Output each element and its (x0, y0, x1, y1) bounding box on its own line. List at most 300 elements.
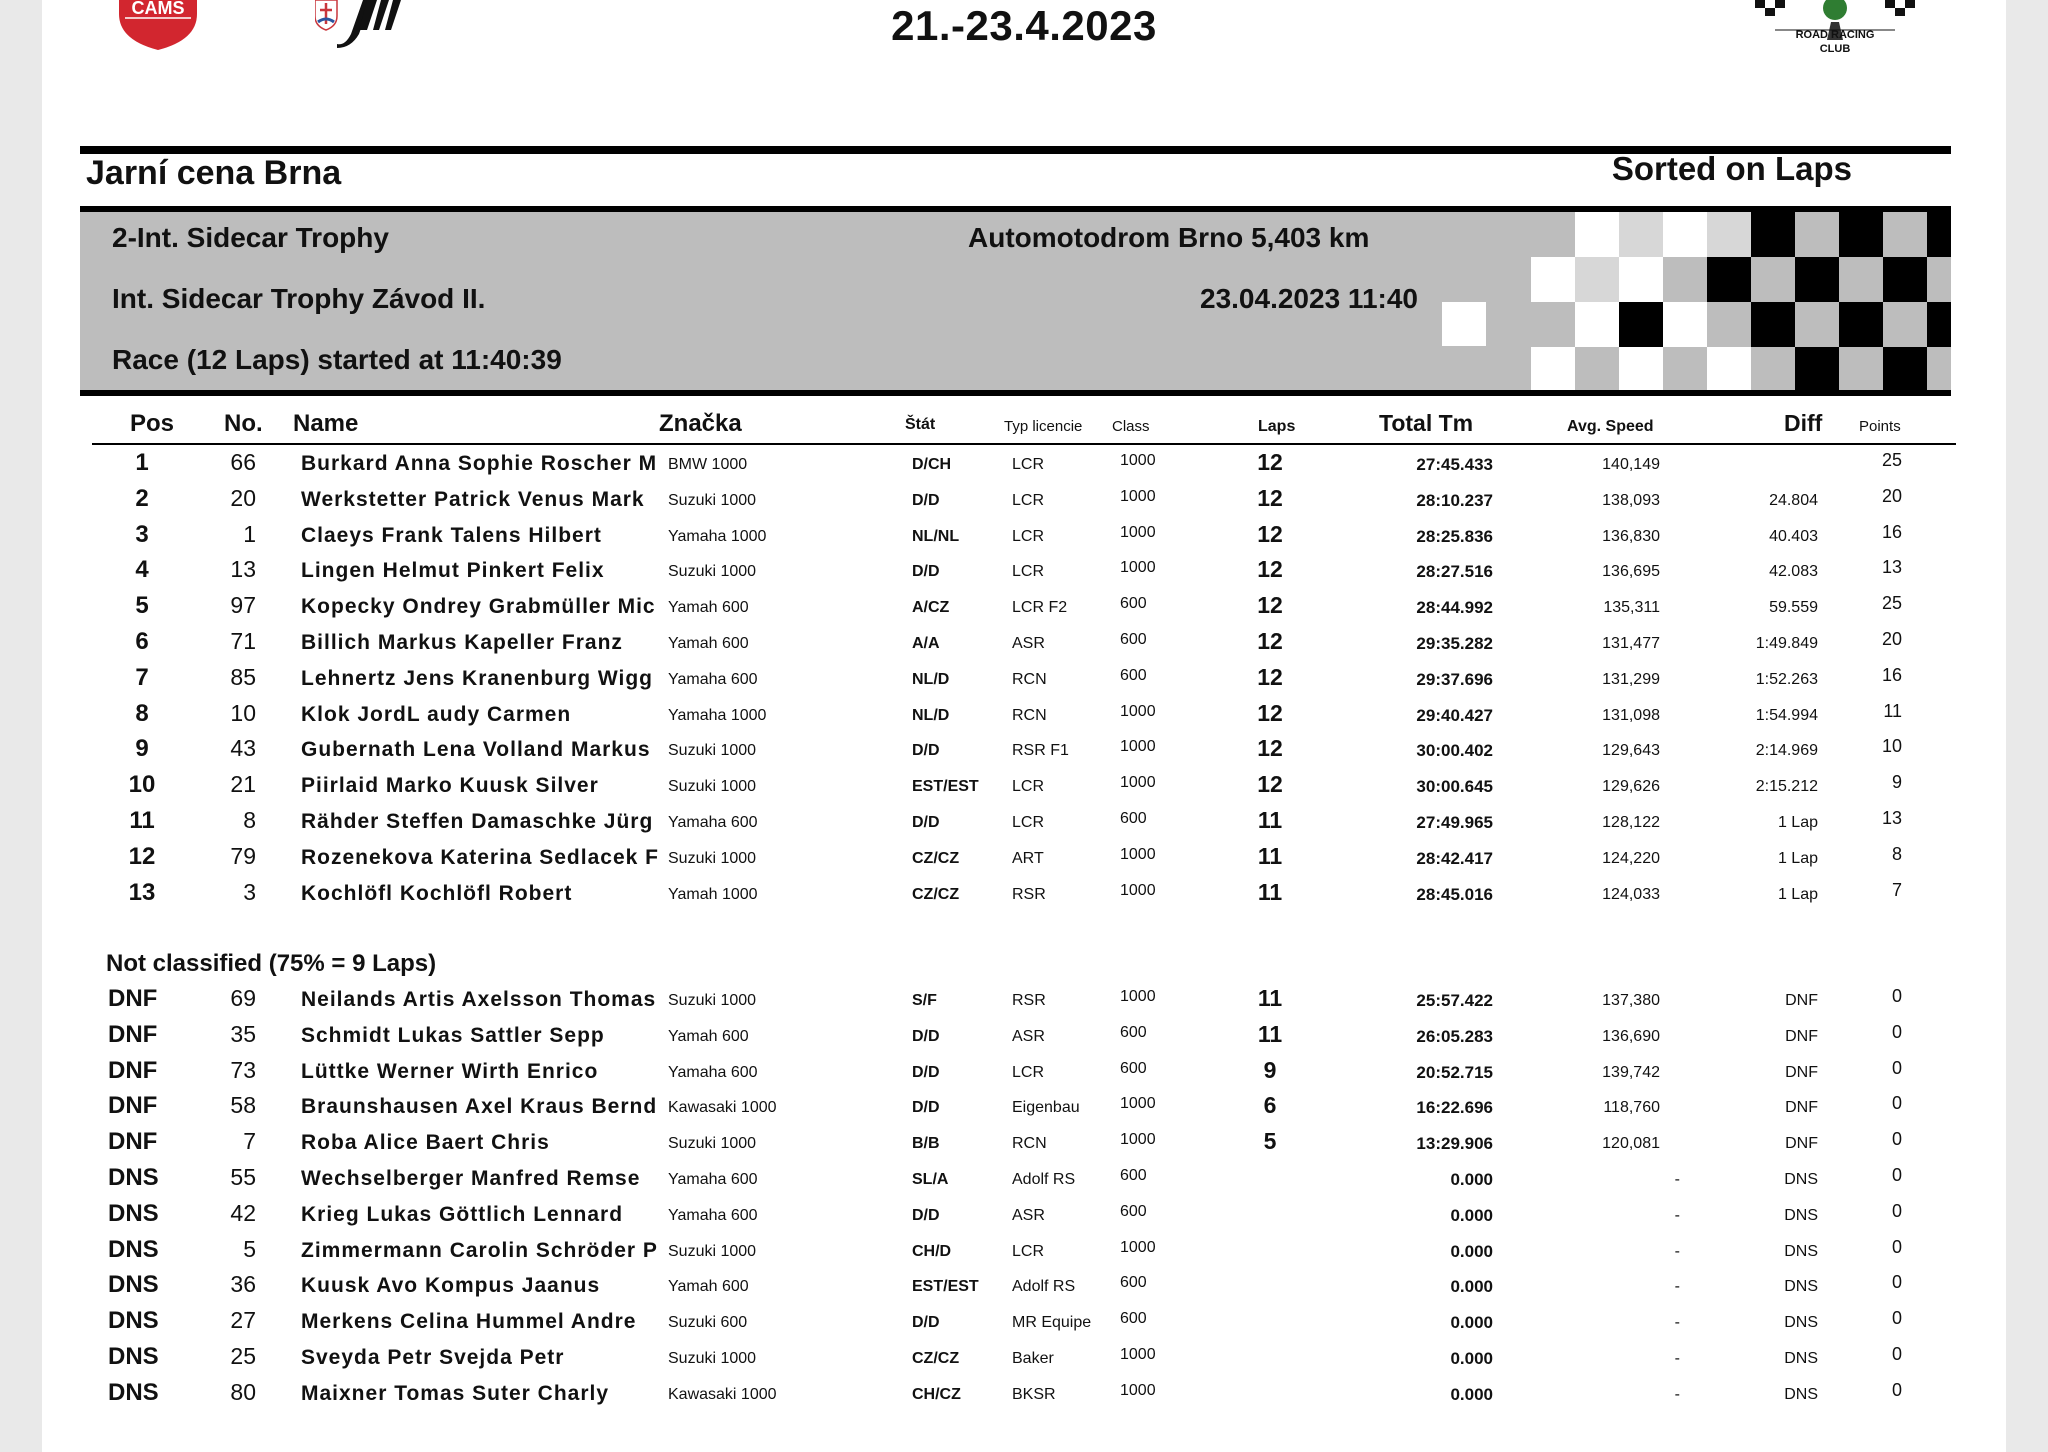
cell-total: 28:25.836 (1416, 527, 1493, 546)
cell-laps: 11 (1257, 1021, 1283, 1047)
cell-points: 0 (1891, 1344, 1902, 1364)
cell-avg: 120,081 (1602, 1135, 1660, 1152)
race-info-band (80, 212, 1951, 390)
cell-name: Burkard Anna Sophie Roscher M (301, 452, 658, 475)
cell-points: 20 (1881, 486, 1902, 506)
cell-brand: Yamah 600 (668, 599, 749, 616)
cell-points: 13 (1881, 808, 1902, 828)
cell-class: 600 (1120, 667, 1147, 684)
cell-name: Maixner Tomas Suter Charly (301, 1382, 610, 1405)
cell-total: 16:22.696 (1416, 1098, 1493, 1117)
cell-class: 1000 (1120, 988, 1156, 1005)
cell-name: Lingen Helmut Pinkert Felix (301, 559, 605, 582)
cell-class: 1000 (1120, 703, 1156, 720)
cell-no: 79 (230, 843, 256, 869)
cell-class: 1000 (1120, 1095, 1156, 1112)
cell-name: Klok JordL audy Carmen (301, 703, 572, 726)
cell-total: 0.000 (1450, 1313, 1493, 1332)
cell-pos: DNS (108, 1164, 159, 1191)
cell-state: CH/D (912, 1243, 952, 1260)
cell-name: Piirlaid Marko Kuusk Silver (301, 774, 599, 797)
cell-diff: 1:54.994 (1755, 707, 1818, 724)
cell-no: 71 (230, 628, 256, 654)
cell-pos: 9 (135, 735, 149, 762)
cell-class: 1000 (1120, 1346, 1156, 1363)
cell-no: 73 (230, 1057, 256, 1083)
cell-points: 11 (1883, 701, 1902, 721)
header-rule-bottom (80, 390, 1951, 396)
cell-state: D/D (912, 1207, 940, 1224)
cell-license: BKSR (1012, 1386, 1056, 1403)
cell-state: D/D (912, 814, 940, 831)
cell-brand: Yamaha 600 (668, 1171, 758, 1188)
cell-no: 7 (243, 1128, 256, 1154)
cell-state: CH/CZ (912, 1386, 961, 1403)
cell-diff: DNS (1784, 1243, 1818, 1260)
cell-points: 9 (1891, 772, 1902, 792)
cell-total: 28:27.516 (1416, 562, 1493, 581)
cell-class: 1000 (1120, 846, 1156, 863)
cell-state: D/D (912, 492, 940, 509)
col-header-no: No. (224, 410, 263, 437)
cell-total: 30:00.645 (1416, 777, 1493, 796)
col-header-pos: Pos (130, 410, 175, 437)
cell-name: Claeys Frank Talens Hilbert (301, 524, 602, 547)
cell-brand: Yamah 600 (668, 1278, 749, 1295)
col-header-license: Typ licencie (1004, 418, 1083, 435)
cell-laps: 9 (1263, 1057, 1277, 1083)
cell-total: 0.000 (1450, 1277, 1493, 1296)
cell-state: NL/D (912, 707, 950, 724)
cell-diff: DNS (1784, 1207, 1818, 1224)
cell-pos: DNS (108, 1343, 159, 1370)
col-header-name: Name (293, 410, 359, 437)
cell-brand: Suzuki 1000 (668, 992, 757, 1009)
track-name: Automotodrom Brno 5,403 km (968, 222, 1370, 253)
cell-license: LCR (1012, 1243, 1045, 1260)
cell-points: 0 (1891, 1380, 1902, 1400)
cell-class: 1000 (1120, 1239, 1156, 1256)
cell-laps: 12 (1257, 771, 1283, 797)
cell-no: 20 (230, 485, 256, 511)
cell-class: 600 (1120, 1310, 1147, 1327)
cell-brand: Suzuki 1000 (668, 850, 757, 867)
cell-laps: 11 (1257, 985, 1283, 1011)
cell-state: D/D (912, 1314, 940, 1331)
cell-state: CZ/CZ (912, 850, 960, 867)
cell-points: 10 (1881, 736, 1902, 756)
cell-class: 1000 (1120, 1131, 1156, 1148)
cell-diff: 1 Lap (1777, 814, 1818, 831)
cell-state: CZ/CZ (912, 886, 960, 903)
cell-points: 13 (1881, 557, 1902, 577)
cell-avg: 131,477 (1602, 635, 1660, 652)
cell-brand: Yamaha 1000 (668, 528, 767, 545)
cell-laps: 12 (1257, 592, 1283, 618)
cell-brand: Suzuki 600 (668, 1314, 748, 1331)
cell-diff: 1:49.849 (1755, 635, 1818, 652)
cell-license: RCN (1012, 671, 1047, 688)
cell-points: 25 (1881, 450, 1902, 470)
cell-avg: - (1674, 1386, 1680, 1403)
cell-diff: DNS (1784, 1386, 1818, 1403)
cell-license: LCR (1012, 528, 1045, 545)
cell-state: D/D (912, 1099, 940, 1116)
cell-no: 5 (243, 1236, 256, 1262)
event-name: Jarní cena Brna (86, 154, 342, 192)
cell-points: 0 (1891, 1272, 1902, 1292)
cell-total: 25:57.422 (1416, 991, 1493, 1010)
cell-diff: 1 Lap (1777, 886, 1818, 903)
cell-pos: 10 (128, 771, 156, 798)
cell-total: 27:49.965 (1416, 813, 1493, 832)
cell-class: 600 (1120, 1274, 1147, 1291)
cell-class: 1000 (1120, 524, 1156, 541)
cell-points: 0 (1891, 1093, 1902, 1113)
cell-license: LCR (1012, 563, 1045, 580)
cell-license: Baker (1012, 1350, 1054, 1367)
cell-points: 0 (1891, 1058, 1902, 1078)
cell-name: Wechselberger Manfred Remse (301, 1167, 641, 1190)
cell-pos: DNF (108, 1128, 158, 1155)
cell-total: 0.000 (1450, 1206, 1493, 1225)
cell-name: Gubernath Lena Volland Markus (301, 738, 651, 761)
cell-no: 3 (243, 879, 256, 905)
cell-total: 0.000 (1450, 1385, 1493, 1404)
cell-class: 600 (1120, 1167, 1147, 1184)
cell-no: 85 (230, 664, 256, 690)
cell-brand: Suzuki 1000 (668, 1243, 757, 1260)
cell-no: 10 (230, 700, 256, 726)
col-header-brand: Značka (659, 410, 742, 437)
cell-points: 16 (1881, 522, 1902, 542)
cell-avg: 139,742 (1602, 1064, 1660, 1081)
cell-name: Neilands Artis Axelsson Thomas (301, 988, 657, 1011)
cell-state: A/CZ (912, 599, 950, 616)
cell-avg: 140,149 (1602, 456, 1660, 473)
cell-brand: Suzuki 1000 (668, 778, 757, 795)
cell-diff: 1:52.263 (1755, 671, 1818, 688)
cell-points: 25 (1881, 593, 1902, 613)
cell-license: LCR (1012, 492, 1045, 509)
cell-class: 600 (1120, 1203, 1147, 1220)
cell-total: 28:42.417 (1416, 849, 1493, 868)
checkered-flag-graphic (1350, 212, 1951, 390)
cell-points: 20 (1881, 629, 1902, 649)
cell-total: 28:44.992 (1416, 598, 1493, 617)
cell-no: 21 (230, 771, 256, 797)
cell-license: Eigenbau (1012, 1099, 1080, 1116)
cell-brand: Suzuki 1000 (668, 563, 757, 580)
cell-laps: 12 (1257, 449, 1283, 475)
cell-laps: 12 (1257, 735, 1283, 761)
cell-class: 1000 (1120, 488, 1156, 505)
cell-laps: 12 (1257, 556, 1283, 582)
cell-state: A/A (912, 635, 940, 652)
rrc-logo-text-1: ROAD RACING (1795, 29, 1875, 41)
cell-pos: DNF (108, 985, 158, 1012)
cell-pos: DNF (108, 1057, 158, 1084)
col-header-class: Class (1112, 418, 1150, 435)
cell-class: 600 (1120, 631, 1147, 648)
cell-avg: - (1674, 1314, 1680, 1331)
cell-diff: DNF (1785, 1064, 1818, 1081)
event-date: 21.-23.4.2023 (891, 2, 1157, 49)
cell-total: 29:40.427 (1416, 706, 1493, 725)
cell-avg: 118,760 (1603, 1099, 1660, 1116)
cell-no: 97 (230, 592, 256, 618)
cell-avg: - (1674, 1171, 1680, 1188)
race-datetime: 23.04.2023 11:40 (1200, 283, 1418, 314)
cell-license: ART (1012, 850, 1044, 867)
col-header-diff: Diff (1784, 410, 1823, 436)
cell-class: 600 (1120, 1060, 1147, 1077)
cell-no: 35 (230, 1021, 256, 1047)
cell-diff: DNS (1784, 1314, 1818, 1331)
cell-points: 16 (1881, 665, 1902, 685)
cell-points: 0 (1891, 1129, 1902, 1149)
cell-class: 1000 (1120, 452, 1156, 469)
cell-no: 27 (230, 1307, 256, 1333)
cell-class: 1000 (1120, 1382, 1156, 1399)
cell-diff: 59.559 (1769, 599, 1818, 616)
cell-avg: 136,830 (1602, 528, 1660, 545)
cell-points: 0 (1891, 1165, 1902, 1185)
cell-license: LCR F2 (1012, 599, 1068, 616)
cell-diff: 2:14.969 (1755, 742, 1818, 759)
cell-points: 0 (1891, 986, 1902, 1006)
cell-total: 0.000 (1450, 1242, 1493, 1261)
cell-name: Sveyda Petr Svejda Petr (301, 1346, 565, 1369)
cell-no: 13 (230, 556, 256, 582)
cell-avg: 129,626 (1602, 778, 1660, 795)
cell-state: D/D (912, 1028, 940, 1045)
cell-state: SL/A (912, 1171, 949, 1188)
cell-license: RSR F1 (1012, 742, 1069, 759)
cell-license: LCR (1012, 814, 1045, 831)
cell-brand: Yamaha 600 (668, 671, 758, 688)
cell-class: 1000 (1120, 559, 1156, 576)
cell-diff: DNS (1784, 1278, 1818, 1295)
cell-pos: 11 (129, 807, 155, 834)
col-header-avg-speed: Avg. Speed (1567, 418, 1654, 435)
cell-license: RCN (1012, 707, 1047, 724)
cell-diff: 42.083 (1769, 563, 1818, 580)
cell-class: 1000 (1120, 738, 1156, 755)
cell-no: 43 (230, 735, 256, 761)
cell-state: D/D (912, 742, 940, 759)
cell-total: 29:37.696 (1416, 670, 1493, 689)
cell-class: 1000 (1120, 882, 1156, 899)
cell-brand: Kawasaki 1000 (668, 1386, 777, 1403)
cell-name: Kopecky Ondrey Grabmüller Mic (301, 595, 656, 618)
cell-pos: 2 (135, 485, 149, 512)
cell-diff: 2:15.212 (1755, 778, 1818, 795)
cell-pos: DNS (108, 1271, 159, 1298)
cell-brand: Suzuki 1000 (668, 492, 757, 509)
cell-class: 600 (1120, 1024, 1147, 1041)
cell-state: B/B (912, 1135, 940, 1152)
cell-total: 20:52.715 (1416, 1063, 1493, 1082)
cell-total: 28:45.016 (1416, 885, 1493, 904)
cell-state: EST/EST (912, 778, 979, 795)
cell-brand: Yamaha 600 (668, 1207, 758, 1224)
cell-avg: - (1674, 1243, 1680, 1260)
cell-name: Lehnertz Jens Kranenburg Wigg (301, 667, 654, 690)
cell-no: 66 (230, 449, 256, 475)
cell-brand: Suzuki 1000 (668, 742, 757, 759)
cell-pos: 1 (135, 449, 149, 476)
cell-avg: - (1674, 1207, 1680, 1224)
cell-state: D/CH (912, 456, 952, 473)
cell-laps: 12 (1257, 521, 1283, 547)
cell-laps: 12 (1257, 628, 1283, 654)
cell-laps: 12 (1257, 664, 1283, 690)
cell-no: 36 (230, 1271, 256, 1297)
cell-state: NL/D (912, 671, 950, 688)
cell-diff: DNF (1785, 1099, 1818, 1116)
cell-license: LCR (1012, 778, 1045, 795)
cell-pos: DNS (108, 1200, 159, 1227)
cell-total: 13:29.906 (1416, 1134, 1493, 1153)
cell-name: Zimmermann Carolin Schröder P (301, 1239, 658, 1262)
rrc-logo-text-2: CLUB (1819, 43, 1851, 55)
cell-diff: DNF (1785, 1028, 1818, 1045)
cell-avg: 129,643 (1602, 742, 1660, 759)
cell-pos: DNS (108, 1379, 159, 1406)
series-name: 2-Int. Sidecar Trophy (112, 222, 389, 253)
cell-state: CZ/CZ (912, 1350, 960, 1367)
cell-laps: 11 (1257, 807, 1283, 833)
cell-diff: DNF (1785, 1135, 1818, 1152)
cell-avg: 136,690 (1602, 1028, 1660, 1045)
svg-text:CAMS: CAMS (131, 0, 185, 18)
cell-pos: 5 (135, 592, 149, 619)
sort-label: Sorted on Laps (1611, 150, 1852, 187)
cell-class: 1000 (1120, 774, 1156, 791)
cell-diff: DNS (1784, 1171, 1818, 1188)
cell-diff: 24.804 (1769, 492, 1818, 509)
cell-diff: DNF (1785, 992, 1818, 1009)
cell-brand: BMW 1000 (668, 456, 748, 473)
cell-name: Braunshausen Axel Kraus Bernd (301, 1095, 658, 1118)
cell-pos: 6 (135, 628, 149, 655)
cell-brand: Yamaha 600 (668, 814, 758, 831)
cell-state: D/D (912, 1064, 940, 1081)
cell-license: RCN (1012, 1135, 1047, 1152)
cell-points: 0 (1891, 1308, 1902, 1328)
header-underline (92, 443, 1956, 445)
cell-laps: 5 (1263, 1128, 1277, 1154)
cell-license: RSR (1012, 886, 1046, 903)
cell-license: RSR (1012, 992, 1046, 1009)
cell-points: 7 (1891, 880, 1902, 900)
cell-avg: 135,311 (1603, 599, 1660, 616)
cell-pos: 8 (135, 700, 149, 727)
cell-points: 0 (1891, 1022, 1902, 1042)
cell-pos: 4 (135, 556, 149, 583)
cell-avg: 136,695 (1602, 563, 1660, 580)
cell-license: MR Equipe (1012, 1314, 1092, 1331)
race-start-info: Race (12 Laps) started at 11:40:39 (112, 344, 562, 375)
cell-pos: 3 (135, 521, 149, 548)
cell-name: Billich Markus Kapeller Franz (301, 631, 623, 654)
col-header-laps: Laps (1258, 418, 1296, 435)
cell-laps: 11 (1257, 843, 1283, 869)
cell-avg: 124,033 (1602, 886, 1660, 903)
cell-total: 0.000 (1450, 1349, 1493, 1368)
cell-laps: 12 (1257, 485, 1283, 511)
cell-pos: DNF (108, 1092, 158, 1119)
cell-state: NL/NL (912, 528, 960, 545)
cell-name: Merkens Celina Hummel Andre (301, 1310, 637, 1333)
cell-name: Kochlöfl Kochlöfl Robert (301, 882, 573, 905)
cell-total: 26:05.283 (1416, 1027, 1493, 1046)
cell-name: Rozenekova Katerina Sedlacek F (301, 846, 659, 869)
col-header-state: Štát (905, 416, 936, 433)
col-header-total: Total Tm (1379, 410, 1474, 436)
cell-class: 600 (1120, 810, 1147, 827)
cell-brand: Yamah 600 (668, 1028, 749, 1045)
cell-points: 8 (1891, 844, 1902, 864)
cell-license: Adolf RS (1012, 1278, 1076, 1295)
cell-no: 55 (230, 1164, 256, 1190)
cell-pos: 12 (128, 843, 156, 870)
cell-license: LCR (1012, 456, 1045, 473)
cell-pos: 13 (128, 879, 156, 906)
not-classified-heading: Not classified (75% = 9 Laps) (106, 950, 437, 977)
cell-license: ASR (1012, 635, 1045, 652)
cell-diff: 1 Lap (1777, 850, 1818, 867)
cell-avg: 131,299 (1602, 671, 1660, 688)
cell-name: Rähder Steffen Damaschke Jürg (301, 810, 654, 833)
cell-total: 28:10.237 (1416, 491, 1493, 510)
cell-no: 69 (230, 985, 256, 1011)
cell-brand: Kawasaki 1000 (668, 1099, 777, 1116)
cell-total: 27:45.433 (1416, 455, 1493, 474)
cell-name: Werkstetter Patrick Venus Mark (301, 488, 645, 511)
cell-avg: 124,220 (1602, 850, 1660, 867)
cell-pos: DNF (108, 1021, 158, 1048)
cell-laps: 6 (1263, 1092, 1277, 1118)
cell-license: LCR (1012, 1064, 1045, 1081)
cell-brand: Yamah 1000 (668, 886, 758, 903)
cell-total: 29:35.282 (1416, 634, 1493, 653)
cell-diff: DNS (1784, 1350, 1818, 1367)
cell-license: Adolf RS (1012, 1171, 1076, 1188)
cell-points: 0 (1891, 1201, 1902, 1221)
cell-name: Schmidt Lukas Sattler Sepp (301, 1024, 605, 1047)
cell-brand: Yamah 600 (668, 635, 749, 652)
cell-name: Krieg Lukas Göttlich Lennard (301, 1203, 624, 1226)
cell-name: Lüttke Werner Wirth Enrico (301, 1060, 599, 1083)
race-title: Int. Sidecar Trophy Závod II. (112, 283, 486, 314)
cell-name: Kuusk Avo Kompus Jaanus (301, 1274, 601, 1297)
cell-avg: 137,380 (1602, 992, 1660, 1009)
cell-state: D/D (912, 563, 940, 580)
cell-brand: Yamaha 1000 (668, 707, 767, 724)
cell-avg: - (1674, 1278, 1680, 1295)
cell-no: 8 (243, 807, 256, 833)
cell-license: ASR (1012, 1207, 1045, 1224)
cell-avg: - (1674, 1350, 1680, 1367)
cell-total: 0.000 (1450, 1170, 1493, 1189)
cell-brand: Suzuki 1000 (668, 1135, 757, 1152)
col-header-points: Points (1859, 418, 1901, 435)
cell-class: 600 (1120, 595, 1147, 612)
cell-pos: DNS (108, 1236, 159, 1263)
cell-no: 25 (230, 1343, 256, 1369)
